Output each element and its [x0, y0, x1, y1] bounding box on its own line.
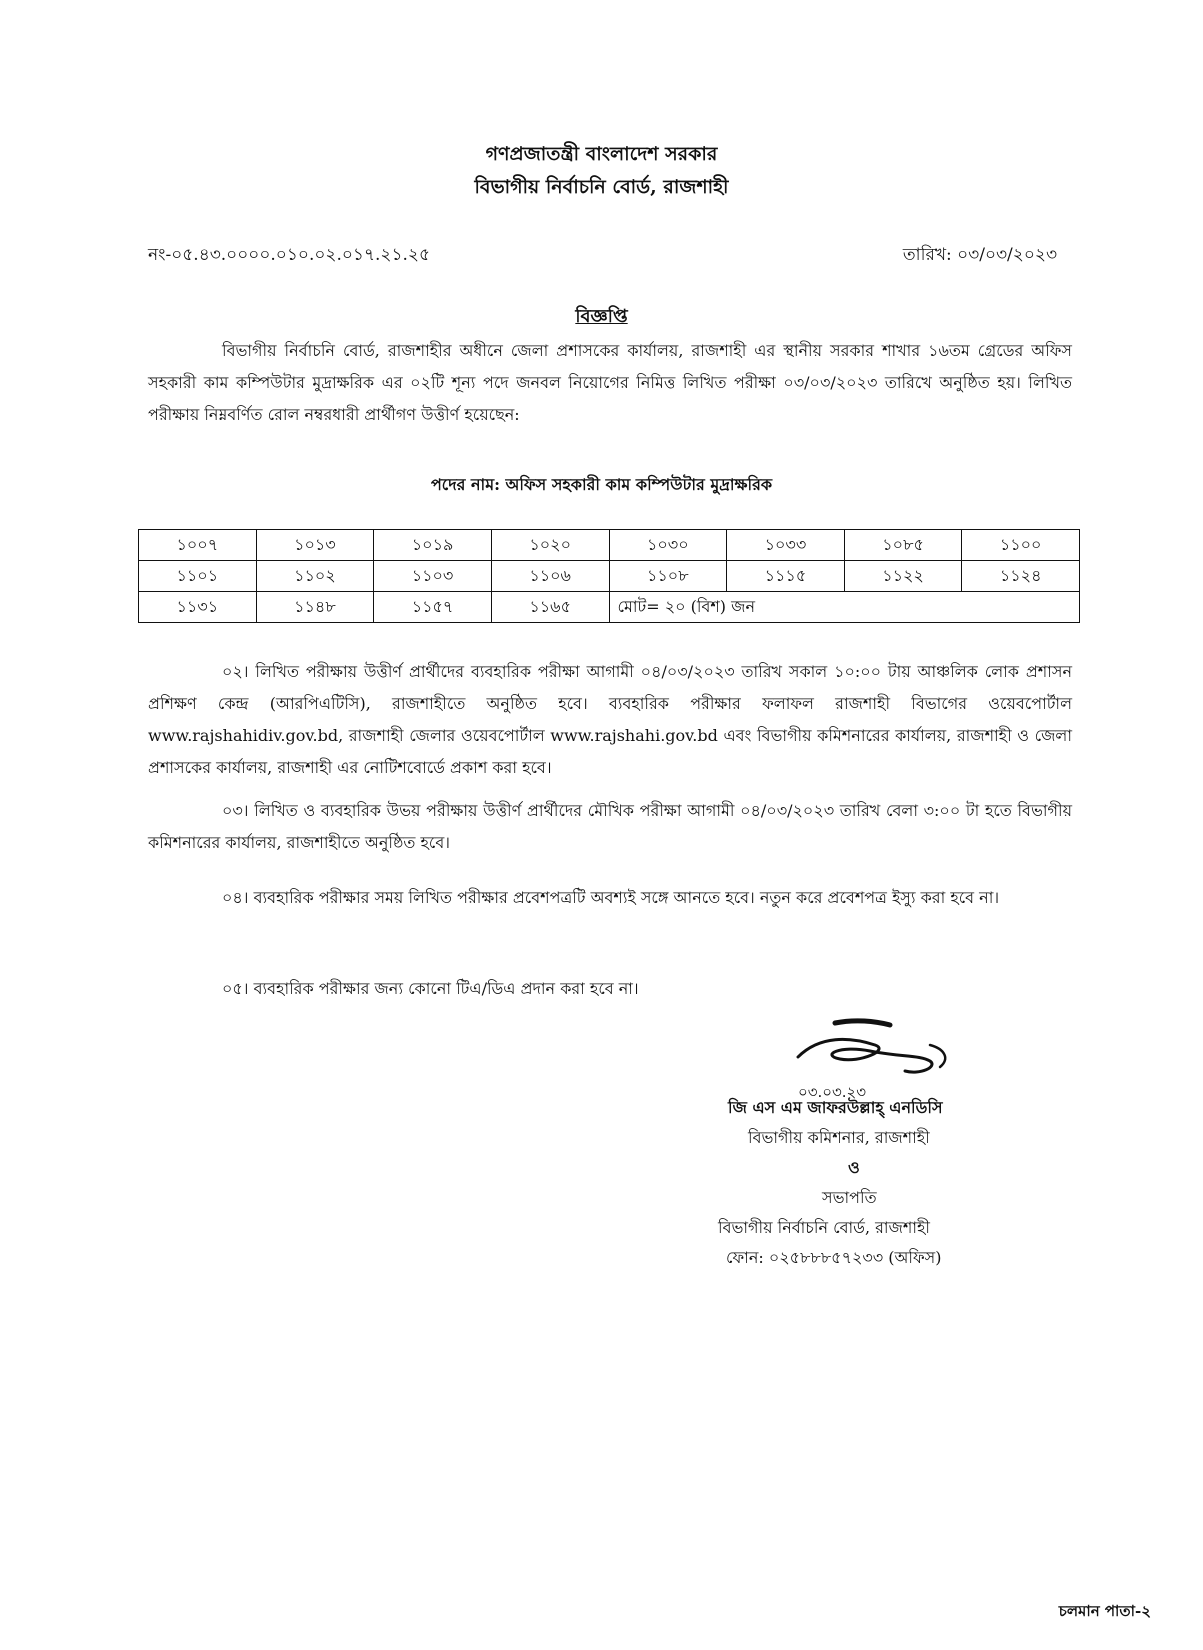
- roll-number-table: [138, 529, 1080, 623]
- notice-title: বিজ্ঞপ্তি: [575, 306, 628, 327]
- roll-cell: ১১৫৭: [374, 592, 492, 623]
- roll-cell: ১০০৭: [139, 530, 257, 561]
- roll-cell: ১০১৯: [374, 530, 492, 561]
- table-row: [139, 561, 1080, 592]
- roll-cell: ১১২২: [844, 561, 962, 592]
- post-name: পদের নাম: অফিস সহকারী কাম কম্পিউটার মুদ্রাক্ষরিক: [430, 475, 773, 494]
- signatory-conjunction: ও: [848, 1158, 860, 1177]
- continued-page-note: চলমান পাতা-২: [1058, 1602, 1151, 1620]
- government-title: গণপ্রজাতন্ত্রী বাংলাদেশ সরকার: [485, 143, 718, 165]
- table-row: [139, 530, 1080, 561]
- roll-cell: ১১১৫: [727, 561, 845, 592]
- memo-date: তারিখ: ০৩/০৩/২০২৩: [902, 245, 1057, 265]
- memo-number: নং-০৫.৪৩.০০০০.০১০.০২.০১৭.২১.২৫: [148, 245, 430, 265]
- roll-cell: ১১০৬: [491, 561, 609, 592]
- signature-date: ০৩.০৩.২৩: [798, 1083, 867, 1101]
- handwritten-signature: [780, 1015, 1000, 1105]
- roll-cell: ১১০০: [962, 530, 1080, 561]
- signatory-role: সভাপতি: [822, 1188, 877, 1207]
- roll-cell: ১১২৪: [962, 561, 1080, 592]
- total-count: মোট= ২০ (বিশ) জন: [609, 592, 1080, 623]
- roll-cell: ১০৩৩: [727, 530, 845, 561]
- roll-cell: ১১০১: [139, 561, 257, 592]
- roll-cell: ১১৬৫: [491, 592, 609, 623]
- paragraph-04: ০৪। ব্যবহারিক পরীক্ষার সময় লিখিত পরীক্ষার প্রবেশপত্রটি অবশ্যই সঙ্গে আনতে হবে। নতুন করে প্রবেশপত্র ইস্যু করা হবে না।: [222, 888, 1000, 907]
- roll-cell: ১১৪৮: [256, 592, 374, 623]
- intro-paragraph: বিভাগীয় নির্বাচনি বোর্ড, রাজশাহীর অধীনে জেলা প্রশাসকের কার্যালয়, রাজশাহী এর স্থানীয় সরকার শাখার ১৬তম গ্রেডের অফিস সহকারী কাম কম্পিউটার মুদ্রাক্ষরিক এর ০২টি শূন্য পদে জনবল নিয়োগের নিমিত্ত লিখিত পরীক্ষা ০৩/০৩/২০২৩ তারিখে অনুষ্ঠিত হয়। লিখিত পরীক্ষায় নিম্নবর্ণিত রোল নম্বরধারী প্রার্থীগণ উত্তীর্ণ হয়েছেন:: [148, 341, 1072, 424]
- roll-cell: ১০৮৫: [844, 530, 962, 561]
- paragraph-03: ০৩। লিখিত ও ব্যবহারিক উভয় পরীক্ষায় উত্তীর্ণ প্রার্থীদের মৌখিক পরীক্ষা আগামী ০৪/০৩/২০২৩ তারিখ বেলা ৩:০০ টা হতে বিভাগীয় কমিশনারের কার্যালয়, রাজশাহীতে অনুষ্ঠিত হবে।: [148, 801, 1072, 852]
- roll-cell: ১১০৩: [374, 561, 492, 592]
- table-row: [139, 592, 1080, 623]
- paragraph-05: ০৫। ব্যবহারিক পরীক্ষার জন্য কোনো টিএ/ডিএ প্রদান করা হবে না।: [222, 979, 639, 998]
- roll-cell: ১০২০: [491, 530, 609, 561]
- roll-cell: ১১০২: [256, 561, 374, 592]
- roll-cell: ১০৩০: [609, 530, 727, 561]
- signatory-phone: ফোন: ০২৫৮৮৮৫৭২৩৩ (অফিস): [726, 1248, 942, 1267]
- roll-cell: ১১৩১: [139, 592, 257, 623]
- roll-cell: ১০১৩: [256, 530, 374, 561]
- board-title: বিভাগীয় নির্বাচনি বোর্ড, রাজশাহী: [474, 176, 729, 198]
- roll-cell: ১১০৮: [609, 561, 727, 592]
- paragraph-02: ০২। লিখিত পরীক্ষায় উত্তীর্ণ প্রার্থীদের ব্যবহারিক পরীক্ষা আগামী ০৪/০৩/২০২৩ তারিখ সকাল ১০:০০ টায় আঞ্চলিক লোক প্রশাসন প্রশিক্ষণ কেন্দ্র (আরপিএটিসি), রাজশাহীতে অনুষ্ঠিত হবে। ব্যবহারিক পরীক্ষার ফলাফল রাজশাহী বিভাগের ওয়েবপোর্টাল www.rajshahidiv.gov.bd, রাজশাহী জেলার ওয়েবপোর্টাল www.rajshahi.gov.bd এবং বিভাগীয় কমিশনারের কার্যালয়, রাজশাহী ও জেলা প্রশাসকের কার্যালয়, রাজশাহী এর নোটিশবোর্ডে প্রকাশ করা হবে।: [148, 662, 1072, 777]
- signatory-name: জি এস এম জাফরউল্লাহ্ এনডিসি: [728, 1098, 943, 1117]
- signatory-board: বিভাগীয় নির্বাচনি বোর্ড, রাজশাহী: [718, 1218, 930, 1237]
- signatory-designation: বিভাগীয় কমিশনার, রাজশাহী: [748, 1128, 930, 1147]
